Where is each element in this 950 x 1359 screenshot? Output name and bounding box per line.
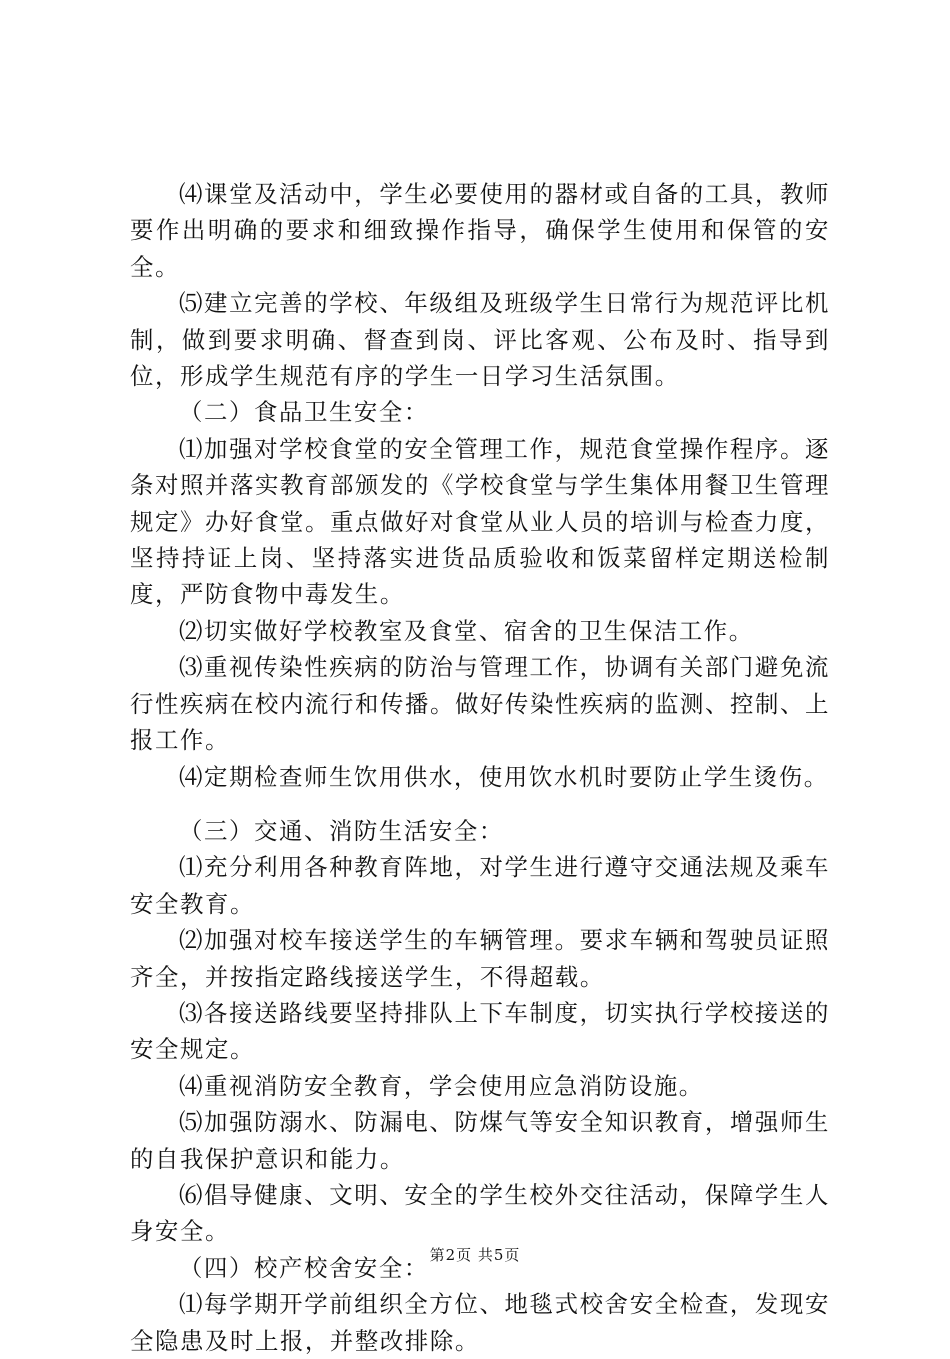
paragraph-item-2-cleaning: ⑵切实做好学校教室及食堂、宿舍的卫生保洁工作。 xyxy=(179,616,754,645)
paragraph-item-5-behavior: ⑸建立完善的学校、年级组及班级学生日常行为规范评比机制，做到要求明确、督查到岗、评比客观、公布及时、指导到位，形成学生规范有序的学生一日学习生活氛围。 xyxy=(130,289,830,391)
paragraph-item-4-water: ⑷定期检查师生饮用供水，使用饮水机时要防止学生烫伤。 xyxy=(179,762,829,791)
page-footer: 第2页 共5页 xyxy=(429,1246,521,1264)
paragraph-item-4-fire: ⑷重视消防安全教育，学会使用应急消防设施。 xyxy=(179,1071,704,1100)
paragraph-item-1-canteen: ⑴加强对学校食堂的安全管理工作，规范食堂操作程序。逐条对照并落实教育部颁发的《学校食堂与学生集体用餐卫生管理规定》办好食堂。重点做好对食堂从业人员的培训与检查力度，坚持持证上岗、坚持落实进货品质验收和饭菜留样定期送检制度，严防食物中毒发生。 xyxy=(130,434,830,609)
paragraph-item-4-classroom: ⑷课堂及活动中，学生必要使用的器材或自备的工具，教师要作出明确的要求和细致操作指导，确保学生使用和保管的安全。 xyxy=(130,180,830,281)
paragraph-item-3-disease: ⑶重视传染性疾病的防治与管理工作，协调有关部门避免流行性疾病在校内流行和传播。做好传染性疾病的监测、控制、上报工作。 xyxy=(130,653,830,755)
section-heading-food-safety: （二）食品卫生安全： xyxy=(179,398,429,427)
section-heading-traffic-fire: （三）交通、消防生活安全： xyxy=(179,816,504,845)
paragraph-item-1-inspection: ⑴每学期开学前组织全方位、地毯式校舍安全检查，发现安全隐患及时上报，并整改排除。 xyxy=(130,1290,830,1355)
document-body xyxy=(130,176,830,1359)
section-heading-property: （四）校产校舍安全： xyxy=(179,1253,429,1282)
paragraph-item-1-traffic-education: ⑴充分利用各种教育阵地，对学生进行遵守交通法规及乘车安全教育。 xyxy=(130,853,830,918)
paragraph-item-3-queue: ⑶各接送路线要坚持排队上下车制度，切实执行学校接送的安全规定。 xyxy=(130,998,830,1064)
paragraph-item-5-drowning: ⑸加强防溺水、防漏电、防煤气等安全知识教育，增强师生的自我保护意识和能力。 xyxy=(130,1108,830,1173)
paragraph-item-2-school-bus: ⑵加强对校车接送学生的车辆管理。要求车辆和驾驶员证照齐全，并按指定路线接送学生，不得超载。 xyxy=(130,926,830,991)
paragraph-item-6-activities: ⑹倡导健康、文明、安全的学生校外交往活动，保障学生人身安全。 xyxy=(130,1180,830,1246)
